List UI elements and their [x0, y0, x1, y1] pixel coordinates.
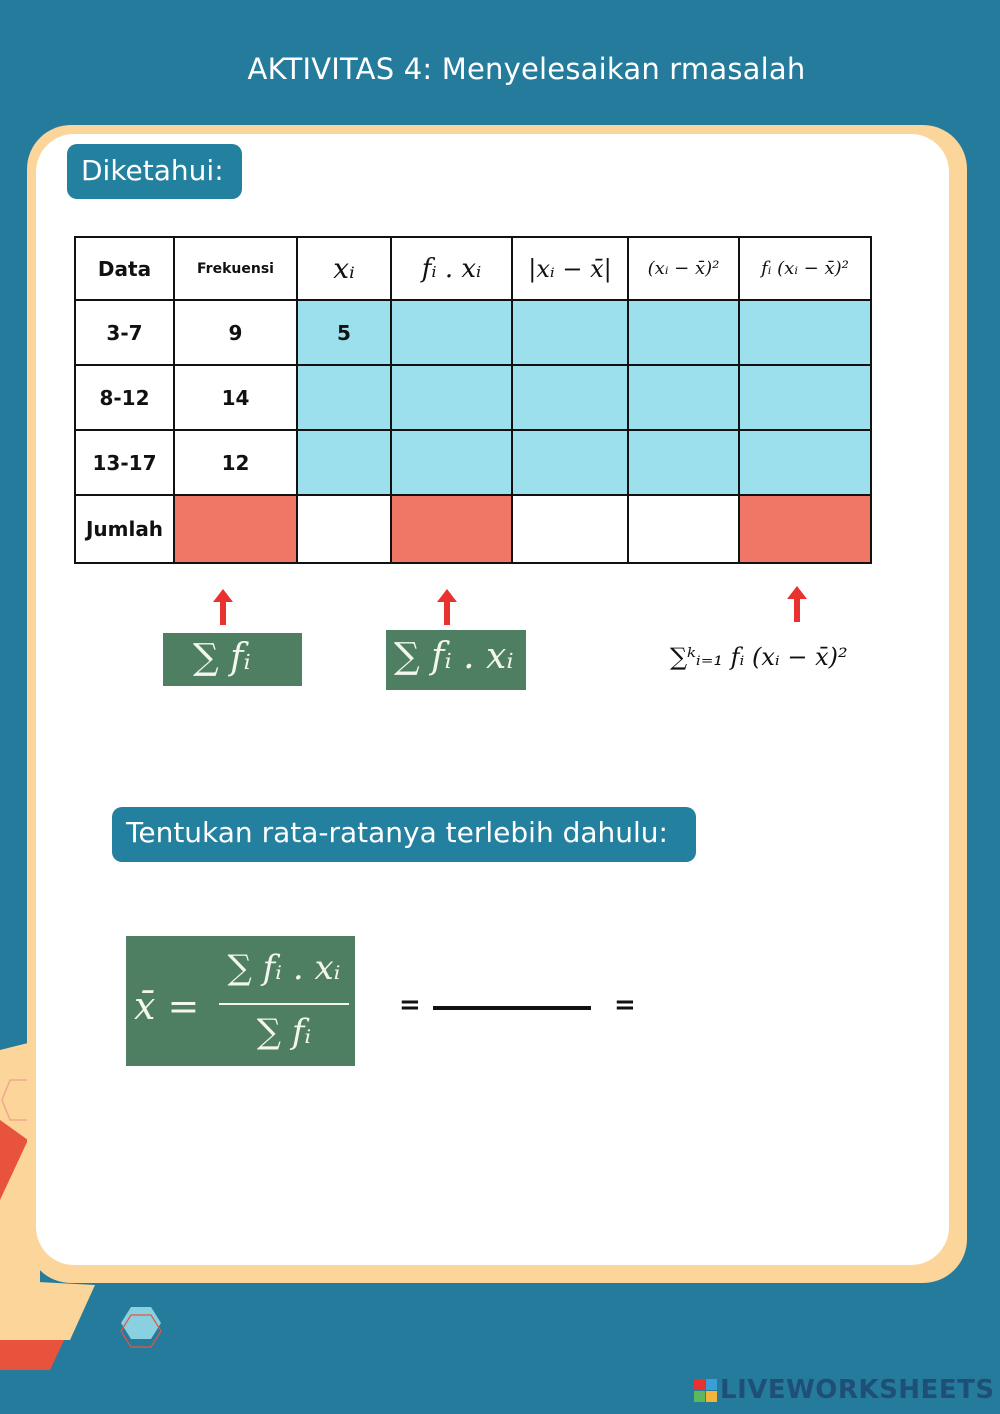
logo-tile: [706, 1391, 717, 1402]
cell-data: 13-17: [75, 430, 174, 495]
header-squared-deviation: (xᵢ − x̄)²: [628, 237, 739, 300]
input-fi-xi[interactable]: [391, 430, 512, 495]
arrow-up-icon: [787, 586, 807, 622]
arrow-up-icon: [213, 589, 233, 625]
equals-sign: =: [614, 990, 636, 1020]
input-squared-deviation[interactable]: [628, 430, 739, 495]
input-fi-xi[interactable]: [391, 300, 512, 365]
input-abs-deviation[interactable]: [512, 300, 628, 365]
mean-formula-lhs: x̄ =: [134, 984, 200, 1028]
sum-fi-squared-deviation-formula: ∑ᵏᵢ₌₁ fᵢ (xᵢ − x̄)²: [670, 643, 848, 671]
input-squared-deviation[interactable]: [628, 365, 739, 430]
cell-frekuensi: 12: [174, 430, 297, 495]
cell-empty: [512, 495, 628, 563]
table-row: [75, 430, 871, 495]
header-fi-xi: fᵢ . xᵢ: [391, 237, 512, 300]
cell-empty: [628, 495, 739, 563]
logo-icon: [694, 1379, 717, 1402]
cell-data: 3-7: [75, 300, 174, 365]
logo-tile: [706, 1379, 717, 1390]
input-abs-deviation[interactable]: [512, 365, 628, 430]
mean-instruction-label: Tentukan rata-ratanya terlebih dahulu:: [112, 807, 696, 862]
cell-frekuensi: 9: [174, 300, 297, 365]
input-sum-fi-squared-deviation[interactable]: [739, 495, 871, 563]
mean-formula-denominator: ∑ fᵢ: [256, 1012, 312, 1052]
cell-data: 8-12: [75, 365, 174, 430]
table-sum-row: [75, 495, 871, 563]
input-xi[interactable]: [297, 430, 391, 495]
cell-frekuensi: 14: [174, 365, 297, 430]
input-abs-deviation[interactable]: [512, 430, 628, 495]
frequency-table: [74, 236, 872, 564]
hexagon-icon: [120, 1303, 162, 1351]
fraction-bar: [219, 1003, 349, 1005]
logo-tile: [694, 1391, 705, 1402]
cell-jumlah-label: Jumlah: [75, 495, 174, 563]
header-xi: xᵢ: [297, 237, 391, 300]
input-fi-squared-deviation[interactable]: [739, 300, 871, 365]
input-fi-squared-deviation[interactable]: [739, 365, 871, 430]
cell-xi[interactable]: 5: [297, 300, 391, 365]
header-fi-squared-deviation: fᵢ (xᵢ − x̄)²: [739, 237, 871, 300]
logo-text: LIVEWORKSHEETS: [720, 1375, 995, 1405]
header-abs-deviation: |xᵢ − x̄|: [512, 237, 628, 300]
arrow-up-icon: [437, 589, 457, 625]
header-frekuensi: Frekuensi: [174, 237, 297, 300]
header-data: Data: [75, 237, 174, 300]
input-sum-fi[interactable]: [174, 495, 297, 563]
equals-sign: =: [399, 990, 421, 1020]
sum-fi-xi-formula: ∑ fᵢ . xᵢ: [386, 630, 526, 690]
page-title: AKTIVITAS 4: Menyelesaikan rmasalah: [247, 52, 806, 86]
cell-empty: [297, 495, 391, 563]
input-sum-fi-xi[interactable]: [391, 495, 512, 563]
logo-tile: [694, 1379, 705, 1390]
sum-fi-formula: ∑ fᵢ: [163, 633, 302, 686]
mean-formula-numerator: ∑ fᵢ . xᵢ: [227, 948, 341, 988]
table-row: [75, 300, 871, 365]
table-header-row: [75, 237, 871, 300]
table-row: [75, 365, 871, 430]
mean-formula: [126, 936, 355, 1066]
input-squared-deviation[interactable]: [628, 300, 739, 365]
fraction-answer-line[interactable]: [433, 1006, 591, 1010]
known-label: Diketahui:: [67, 144, 242, 199]
input-fi-xi[interactable]: [391, 365, 512, 430]
input-xi[interactable]: [297, 365, 391, 430]
input-fi-squared-deviation[interactable]: [739, 430, 871, 495]
liveworksheets-logo: [694, 1374, 995, 1406]
